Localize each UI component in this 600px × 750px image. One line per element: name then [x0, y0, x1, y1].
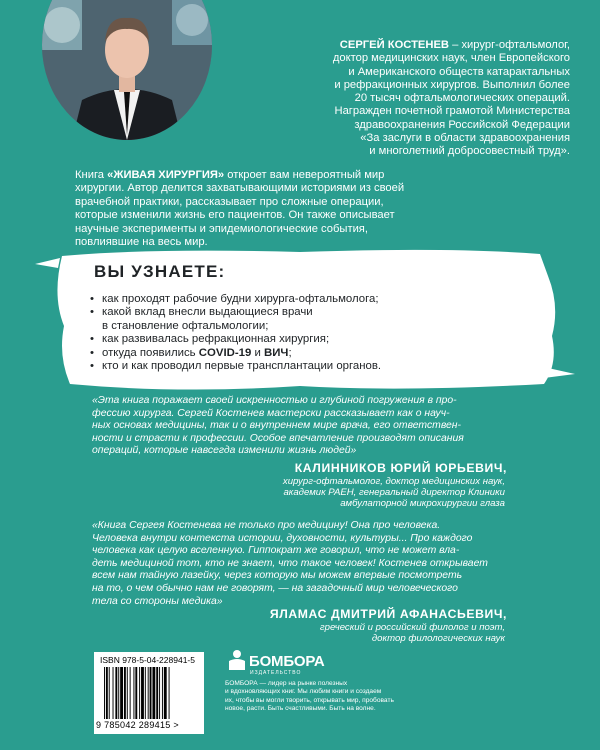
- covid-after: ;: [288, 346, 292, 359]
- isbn-number: ISBN 978-5-04-228941-5: [100, 655, 195, 665]
- barcode-bar: [169, 667, 170, 719]
- reviewer-name-1: КАЛИННИКОВ ЮРИЙ ЮРЬЕВИЧ,: [294, 461, 507, 475]
- bio-line: 20 тысяч офтальмологических операций.: [354, 92, 570, 105]
- list-item: • кто и как проводил первые трансплантации органов.: [88, 360, 568, 373]
- learn-heading: ВЫ УЗНАЕТЕ:: [94, 262, 226, 281]
- barcode-bar: [124, 667, 126, 719]
- barcode-bar: [145, 667, 146, 719]
- barcode-bar: [127, 667, 128, 719]
- covid-term: COVID-19: [198, 346, 252, 359]
- award-line: и многолетний добросовестный труд».: [369, 145, 570, 158]
- bio-line: и рефракционных хирургов. Выполнил более: [334, 78, 570, 91]
- publisher-description: БОМБОРА — лидер на рынке полезных и вдохновляющих книг. Мы любим книги и создаем их, чтобы вы могли творить, открывать мир, пробовать новое, расти. Быть счастливыми. Быть на волне.: [225, 680, 394, 713]
- covid-mid: и: [251, 346, 265, 359]
- barcode-bar: [156, 667, 158, 719]
- barcode-bar: [152, 667, 155, 719]
- barcode-bar: [135, 667, 137, 719]
- reviewer-role-1: хирург-офтальмолог, доктор медицинских наук, академик РАЕН, генеральный директор Клиники амбулаторной микрохирургии глаза: [282, 476, 505, 510]
- author-name: СЕРГЕЙ КОСТЕНЕВ: [339, 39, 449, 51]
- book-description: [75, 169, 545, 249]
- list-item: [88, 347, 568, 360]
- barcode-bar: [162, 667, 163, 719]
- barcode-digits: 9 785042 289415 >: [96, 720, 179, 730]
- publisher-name: БОМБОРА: [249, 653, 325, 670]
- barcode-bar: [164, 667, 167, 719]
- review-quote-2: «Книга Сергея Костенева не только про медицину! Она про человека. Человека внутри контекста истории, духовности, культуры... Про каждого человека как целую вселенную. Гиппократ же говорил, что не может вла- деть медициной тот, кто не знает, что такое человек! Костенев открывает всем нам тайную лазейку, через которую мы можем впервые посмотреть на то, о чем обычно нам не говорят, — на загадочный мир человеческого тела со стороны медика»: [92, 520, 488, 607]
- author-bio: [200, 39, 570, 159]
- bio-line: и Американского обществ катарактальных: [348, 65, 570, 78]
- barcode-bar: [133, 667, 134, 719]
- list-item: • какой вклад внесли выдающиеся врачи в становление офтальмологии;: [88, 306, 568, 333]
- award-line: «За заслуги в области здравоохранения: [360, 132, 570, 145]
- reviewer-role-2: греческий и российский филолог и поэт, доктор филологических наук: [319, 622, 505, 645]
- description-prefix: Книга: [75, 169, 108, 181]
- barcode-bar: [141, 667, 144, 719]
- barcode: [94, 652, 204, 734]
- list-item: • как развивалась рефракционная хирургия;: [88, 333, 568, 346]
- bombora-wave-icon: [227, 649, 247, 671]
- publisher-logo: [225, 645, 325, 685]
- barcode-bar: [113, 667, 114, 719]
- barcode-bar: [139, 667, 140, 719]
- book-title: «ЖИВАЯ ХИРУРГИЯ»: [107, 169, 225, 181]
- learn-list: [88, 293, 568, 373]
- list-item: • как проходят рабочие будни хирурга-офтальмолога;: [88, 293, 568, 306]
- hiv-term: ВИЧ: [264, 346, 289, 359]
- publisher-subtitle: ИЗДАТЕЛЬСТВО: [250, 670, 302, 676]
- barcode-bar: [148, 667, 149, 719]
- barcode-bar: [150, 667, 152, 719]
- barcode-bar: [159, 667, 160, 719]
- barcode-bar: [104, 667, 105, 719]
- barcode-bar: [106, 667, 108, 719]
- author-photo: [42, 0, 212, 140]
- description-text: откроет вам невероятный мир хирургии. Автор делится захватывающими историями из своей врачебной практики, рассказывает про сложные операции, которые изменили жизнь его пациентов. Он также описывает научные эксперименты и эпидемиологические события, повлиявшие на весь мир.: [75, 169, 405, 249]
- barcode-bar: [109, 667, 110, 719]
- covid-before: откуда появились: [102, 346, 199, 359]
- barcode-bar: [118, 667, 119, 719]
- reviewer-name-2: ЯЛАМАС ДМИТРИЙ АФАНАСЬЕВИЧ,: [269, 607, 507, 621]
- award-line: здравоохранения Российской Федерации: [354, 118, 570, 131]
- barcode-bar: [120, 667, 123, 719]
- bio-line: – хирург-офтальмолог,: [449, 39, 570, 51]
- review-quote-1: «Эта книга поражает своей искренностью и глубиной погружения в про- фессию хирурга. Сергей Костенев мастерски рассказывает как о науч- ных основах медицины, так и о внутреннем мире врача, его ответствен- ности и страсти к профессии. Особое впечатление производят описания операций, которые навсегда изменили жизнь людей»: [92, 395, 464, 457]
- barcode-bars: [104, 667, 196, 719]
- bio-line: доктор медицинских наук, член Европейского: [332, 52, 570, 65]
- barcode-bar: [130, 667, 131, 719]
- barcode-bar: [115, 667, 117, 719]
- award-line: Награжден почетной грамотой Министерства: [334, 105, 570, 118]
